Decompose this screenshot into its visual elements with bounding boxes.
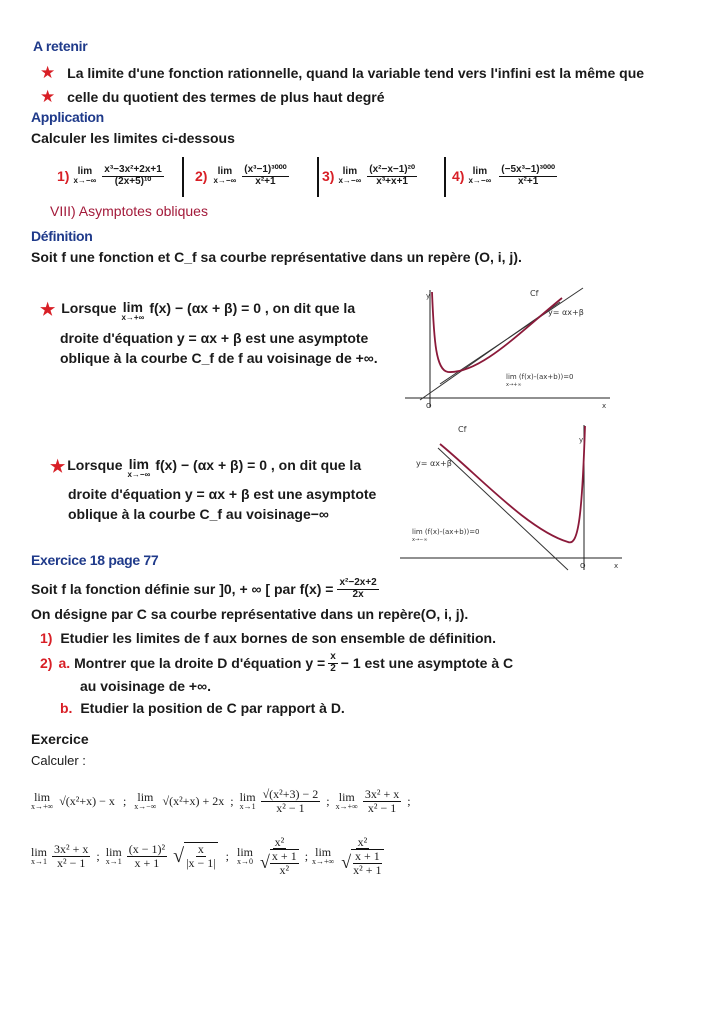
limit-operator: lim x→−∞ [468, 166, 492, 185]
heading-retenir: A retenir [33, 38, 88, 54]
limit-operator: lim x→1 [105, 845, 122, 866]
star-icon: ★ [40, 87, 56, 106]
y-label: y [426, 292, 431, 300]
fraction: x² √ x + 1 x² [260, 834, 297, 877]
exercise-row-1: lim x→+∞ √(x²+x) − x ; lim x→−∞ √(x²+x) + 2x ; lim x→1 √(x²+3) − 2 x² − 1 ; lim x→+∞ 3x² + x x² − 1 ; [31, 786, 411, 815]
limit-operator: lim x→+∞ [335, 790, 358, 811]
limit-label: lim (f(x)-(ax+b))=0 [412, 528, 480, 536]
expression: √(x²+x) + 2x [162, 793, 225, 808]
limit-operator: lim x→−∞ [134, 790, 157, 811]
asymptote-label: y= αx+β [548, 308, 584, 317]
y-label: y [579, 436, 584, 444]
limit-operator: lim x→1 [239, 790, 256, 811]
retenir-item-1 [40, 63, 644, 83]
separator [317, 157, 319, 197]
star-icon: ★ [40, 300, 56, 319]
fraction: x³−3x²+2x+1 (2x+5)¹⁰ [104, 164, 162, 187]
x-label: x [614, 562, 619, 570]
limit-operator: lim x→−∞ [73, 166, 97, 185]
asymptote-line [438, 448, 568, 570]
app-item-3 [322, 155, 417, 197]
limit-operator: lim x→1 [31, 845, 48, 866]
app-item-2 [195, 155, 289, 197]
limit-operator: lim x→+∞ [31, 790, 54, 811]
calculer-label: Calculer : [31, 753, 86, 768]
limit-operator: lim x→−∞ [127, 456, 151, 479]
curve-cf [432, 292, 562, 372]
fraction: $\frac{\text{x²−2x+2}}{2x}$ [339, 577, 377, 600]
heading-exercice: Exercice [31, 731, 89, 747]
definition-text: Soit f une fonction et C_f sa courbe représentative dans un repère (O, i, j). [31, 249, 522, 265]
app-item-4 [452, 155, 557, 197]
fraction: (x²−x−1)²⁰ x³+x+1 [369, 164, 415, 187]
case1-line1: ★ Lorsque lim x→+∞ f(x) − (αx + β) = 0 , on dit que la [40, 299, 356, 322]
case2-line1: ★ Lorsque lim x→−∞ f(x) − (αx + β) = 0 , on dit que la [50, 456, 362, 479]
ex18-q2b: b. Etudier la position de C par rapport à D. [60, 700, 345, 716]
limit-operator: lim x→0 [237, 845, 254, 866]
item-number: 3) [322, 168, 335, 184]
exercise-row-2: lim x→1 3x² + x x² − 1 ; lim x→1 (x − 1)² x + 1 √ x |x − 1| ; lim x→0 x² √ x + 1 x² ; lim x→+∞ x² √ x + 1 x² + 1 [31, 828, 386, 884]
heading-application: Application [31, 109, 104, 125]
fraction: $\frac{x}{2}$ [330, 651, 336, 674]
fraction: 3x² + x x² − 1 [54, 841, 89, 870]
retenir-text-2: celle du quotient des termes de plus haut degré [67, 89, 385, 105]
limit-operator: lim x→+∞ [121, 299, 145, 322]
curve-cf [440, 426, 585, 542]
x-label: x [602, 402, 607, 410]
retenir-item-2 [40, 87, 385, 107]
case1-line3: oblique à la courbe C_f de f au voisinage de +∞. [60, 350, 378, 366]
sqrt-icon: √ [173, 844, 185, 867]
heading-definition: Définition [31, 228, 93, 244]
item-number: 2) [195, 168, 208, 184]
ex18-q2a: 2) a. Montrer que la droite D d'équation y = $\frac{x}{2}$ − 1 est une asymptote à C [40, 651, 514, 674]
cf-label: Cf [530, 289, 539, 298]
cf-label: Cf [458, 425, 467, 434]
limit-operator: lim x→+∞ [312, 845, 335, 866]
fraction: (−5x³−1)³⁰⁰⁰ x²+1 [501, 164, 555, 187]
star-icon: ★ [50, 457, 66, 476]
graph-asymptote-plus-infinity [400, 282, 615, 412]
limit-operator: lim x→−∞ [338, 166, 362, 185]
item-number: 4) [452, 168, 465, 184]
case2-line2: droite d'équation y = αx + β est une asymptote [68, 486, 377, 502]
heading-exercice-18: Exercice 18 page 77 [31, 552, 159, 568]
limit-label: lim (f(x)-(ax+b))=0 [506, 373, 574, 381]
expression: √(x²+x) − x [59, 793, 115, 808]
ex18-q2a-line2: au voisinage de +∞. [80, 678, 211, 694]
app-item-1 [57, 155, 164, 197]
ex18-line1: Soit f la fonction définie sur ]0, + ∞ [ par f(x) = $\frac{\text{x²−2x+2}}{2x}$ [31, 577, 377, 600]
separator [182, 157, 184, 197]
case2-line3: oblique à la courbe C_f au voisinage−∞ [68, 506, 329, 522]
sqrt-icon: √ [341, 852, 352, 873]
fraction: x² √ x + 1 x² + 1 [341, 834, 382, 877]
sqrt-icon: √ [260, 852, 270, 873]
fraction: 3x² + x x² − 1 [364, 786, 400, 815]
case1-line2: droite d'équation y = αx + β est une asymptote [60, 330, 369, 346]
fraction: √(x²+3) − 2 x² − 1 [262, 786, 319, 815]
fraction: x |x − 1| [186, 842, 216, 870]
separator [444, 157, 446, 197]
star-icon: ★ [40, 63, 56, 82]
limit-operator: lim x→−∞ [213, 166, 237, 185]
ex18-line2: On désigne par C sa courbe représentative dans un repère(O, i, j). [31, 606, 469, 622]
item-number: 1) [57, 168, 70, 184]
application-text: Calculer les limites ci-dessous [31, 130, 235, 146]
origin-label: O [426, 402, 432, 410]
fraction: (x − 1)² x + 1 [128, 841, 166, 870]
limit-sub: x→−∞ [412, 537, 428, 543]
graph-asymptote-minus-infinity [398, 420, 626, 575]
ex18-q1: 1) Etudier les limites de f aux bornes de son ensemble de définition. [40, 630, 496, 646]
retenir-text-1: La limite d'une fonction rationnelle, quand la variable tend vers l'infini est la même que [67, 65, 645, 81]
origin-label: O [580, 562, 586, 570]
limit-sub: x→+∞ [506, 382, 522, 388]
asymptote-label: y= αx+β [416, 459, 452, 468]
section-title: VIII) Asymptotes obliques [50, 203, 208, 219]
fraction: (x³−1)³⁰⁰⁰ x²+1 [244, 164, 287, 187]
